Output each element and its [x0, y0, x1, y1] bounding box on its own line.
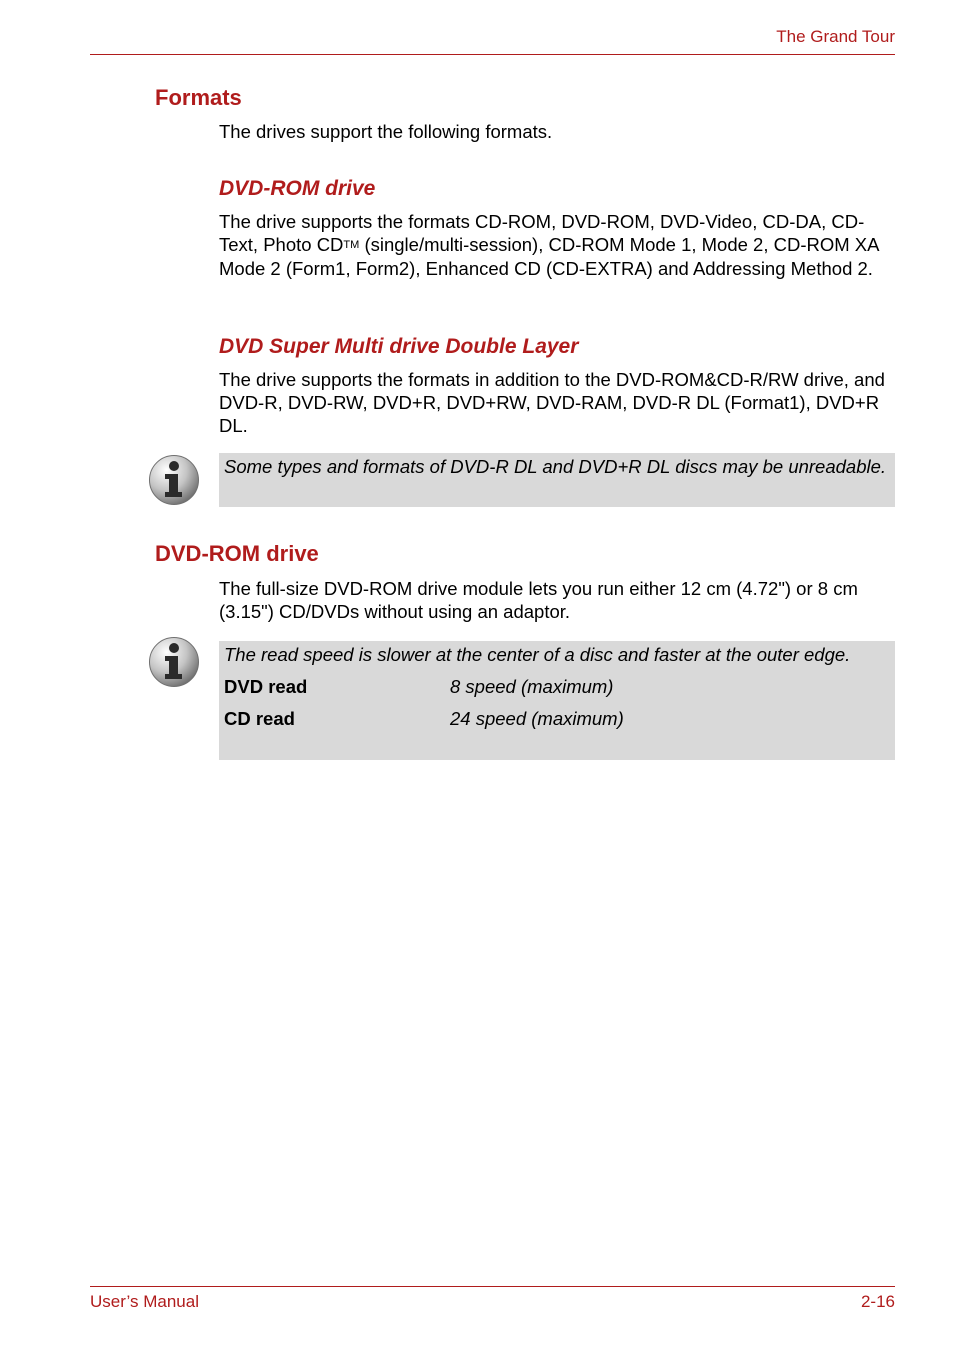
- section-heading-formats: Formats: [155, 85, 242, 110]
- footer-rule: [90, 1286, 895, 1287]
- super-multi-formats-text: The drive supports the formats in addition to the DVD-ROM&CD-R/RW drive, and DVD-R, DVD-RW, DVD+R, DVD+RW, DVD-RAM, DVD-R DL (Format1), DVD+R DL.: [219, 369, 885, 436]
- section-heading-dvd-rom-drive: DVD-ROM drive: [155, 541, 319, 566]
- footer-manual-title: User’s Manual: [90, 1292, 199, 1311]
- page-number: 2-16: [860, 1292, 895, 1311]
- running-header: The Grand Tour: [776, 27, 895, 46]
- speed-label: DVD read: [224, 676, 308, 697]
- dvd-rom-drive-text: The full-size DVD-ROM drive module lets you run either 12 cm (4.72") or 8 cm (3.15") CD/DVDs without using an adaptor.: [219, 578, 858, 622]
- note-read-speed-text: The read speed is slower at the center of a disc and faster at the outer edge.: [224, 644, 851, 665]
- note-read-speed: [219, 641, 895, 760]
- subheading-dvd-rom-drive: DVD-ROM drive: [219, 177, 376, 200]
- subheading-dvd-super-multi: DVD Super Multi drive Double Layer: [219, 335, 579, 358]
- formats-intro: The drives support the following formats.: [219, 121, 553, 142]
- dvd-rom-formats-text: The drive supports the formats CD-ROM, DVD-ROM, DVD-Video, CD-DA, CD-Text, Photo CD™ (single/multi-session), CD-ROM Mode 1, Mode 2, CD-ROM XA Mode 2 (Form1, Form2), Enhanced CD (CD-EXTRA) and Addressing Method 2.: [219, 211, 879, 279]
- info-icon: [148, 636, 200, 688]
- note-dl-discs: Some types and formats of DVD-R DL and DVD+R DL discs may be unreadable.: [219, 453, 895, 507]
- speed-row: [224, 707, 890, 730]
- header-rule: [90, 54, 895, 55]
- trademark-mark: TM: [343, 239, 360, 251]
- speed-row: [224, 675, 890, 698]
- info-icon: [148, 454, 200, 506]
- speed-value: 8 speed (maximum): [450, 676, 614, 697]
- speed-value: 24 speed (maximum): [450, 708, 624, 729]
- speed-label: CD read: [224, 708, 295, 729]
